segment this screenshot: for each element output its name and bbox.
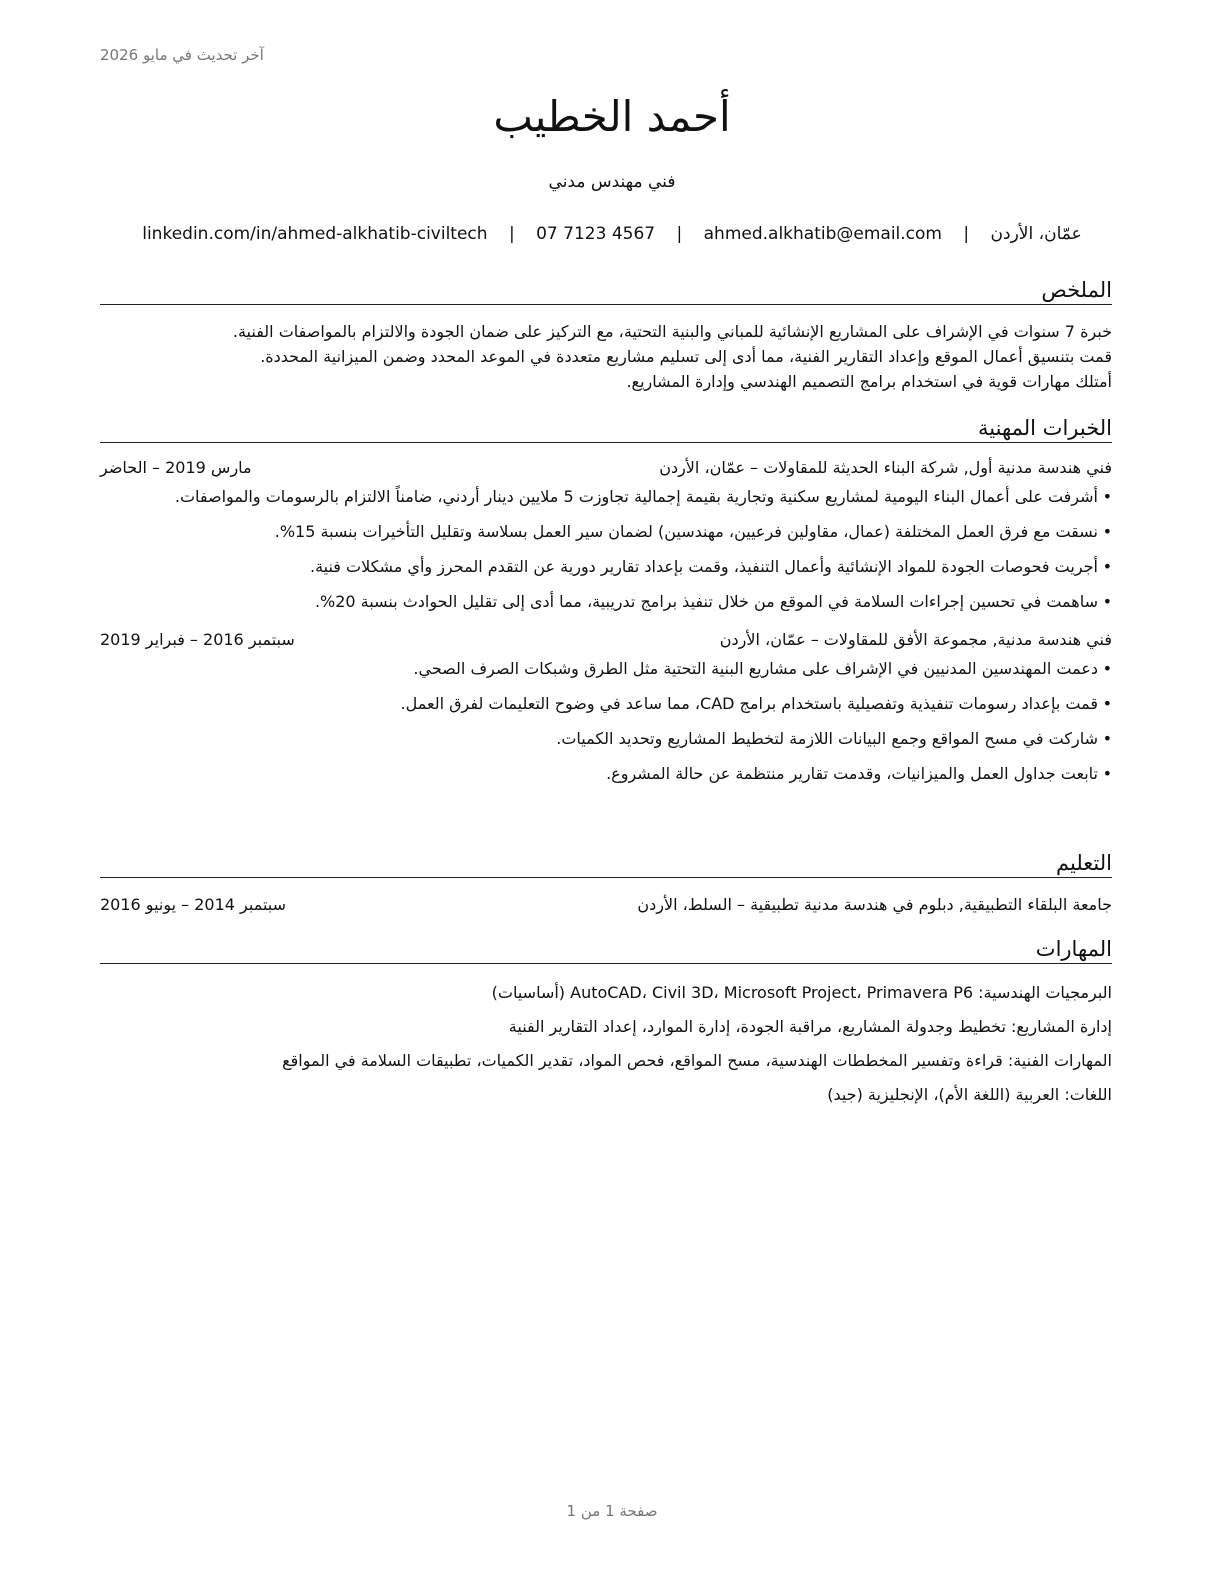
last-updated: آخر تحديث في مايو 2026	[100, 46, 264, 64]
education-entry	[100, 894, 1112, 916]
experience-section	[100, 416, 1112, 797]
bullet-item: • نسقت مع فرق العمل المختلفة (عمال، مقاولين فرعيين، مهندسين) لضمان سير العمل بسلاسة وتقليل التأخيرات بنسبة 15%.	[100, 520, 1112, 543]
summary-line: أمتلك مهارات قوية في استخدام برامج التصميم الهندسي وإدارة المشاريع.	[626, 372, 1112, 391]
job-header	[100, 457, 1112, 479]
contact-separator: |	[508, 224, 515, 244]
job-title: فني مهندس مدني	[548, 172, 676, 192]
contact-separator: |	[676, 224, 683, 244]
section-heading-skills: المهارات	[100, 937, 1112, 964]
bullet-item: • ساهمت في تحسين إجراءات السلامة في الموقع من خلال تنفيذ برامج تدريبية، مما أدى إلى تقليل الحوادث بنسبة 20%.	[100, 590, 1112, 613]
skills-list	[100, 982, 1112, 1106]
education-title: جامعة البلقاء التطبيقية, دبلوم في هندسة مدنية تطبيقية – السلط، الأردن	[637, 895, 1112, 914]
job-entry	[100, 457, 1112, 613]
skill-line: المهارات الفنية: قراءة وتفسير المخططات الهندسية، مسح المواقع، فحص المواد، تقدير الكميات، تطبيقات السلامة في المواقع	[282, 1051, 1112, 1070]
bullet-item: • تابعت جداول العمل والميزانيات، وقدمت تقارير منتظمة عن حالة المشروع.	[100, 762, 1112, 785]
job-entry	[100, 629, 1112, 785]
job-title-company: فني هندسة مدنية, مجموعة الأفق للمقاولات – عمّان، الأردن	[719, 630, 1112, 649]
section-heading-experience: الخبرات المهنية	[100, 416, 1112, 443]
page-number: صفحة 1 من 1	[566, 1502, 658, 1520]
person-name: أحمد الخطيب	[493, 92, 731, 141]
skill-line: البرمجيات الهندسية: AutoCAD، Civil 3D، Microsoft Project، Primavera P6 (أساسيات)	[491, 983, 1112, 1002]
section-heading-education: التعليم	[100, 851, 1112, 878]
summary-section	[100, 278, 1112, 394]
job-bullets	[100, 485, 1112, 613]
summary-text	[100, 319, 1112, 394]
contact-phone: 07 7123 4567	[536, 224, 656, 244]
education-dates: سبتمبر 2014 – يونيو 2016	[100, 895, 287, 914]
summary-line: خبرة 7 سنوات في الإشراف على المشاريع الإنشائية للمباني والبنية التحتية، مع التركيز على ضمان الجودة والالتزام بالمواصفات الفنية.	[232, 322, 1112, 341]
bullet-item: • دعمت المهندسين المدنيين في الإشراف على مشاريع البنية التحتية مثل الطرق وشبكات الصرف الصحي.	[100, 657, 1112, 680]
job-bullets	[100, 657, 1112, 785]
contact-email[interactable]: ahmed.alkhatib@email.com	[703, 224, 942, 244]
skill-line: اللغات: العربية (اللغة الأم)، الإنجليزية (جيد)	[827, 1085, 1112, 1104]
job-dates: سبتمبر 2016 – فبراير 2019	[100, 630, 295, 649]
section-heading-summary: الملخص	[100, 278, 1112, 305]
summary-line: قمت بتنسيق أعمال الموقع وإعداد التقارير الفنية، مما أدى إلى تسليم مشاريع متعددة في الموعد المحدد وضمن الميزانية المحددة.	[260, 347, 1112, 366]
contact-location: عمّان، الأردن	[990, 224, 1082, 244]
job-dates: مارس 2019 – الحاضر	[100, 458, 252, 477]
contact-line	[0, 224, 1224, 244]
bullet-item: • أشرفت على أعمال البناء اليومية لمشاريع سكنية وتجارية بقيمة إجمالية تجاوزت 5 ملايين دينار أردني، ضامناً الالتزام بالرسومات والمواصفات.	[100, 485, 1112, 508]
job-header	[100, 629, 1112, 651]
bullet-item: • أجريت فحوصات الجودة للمواد الإنشائية وأعمال التنفيذ، وقمت بإعداد تقارير دورية عن التقدم المحرز وأي مشكلات فنية.	[100, 555, 1112, 578]
bullet-item: • شاركت في مسح المواقع وجمع البيانات اللازمة لتخطيط المشاريع وتحديد الكميات.	[100, 727, 1112, 750]
skill-line: إدارة المشاريع: تخطيط وجدولة المشاريع، مراقبة الجودة، إدارة الموارد، إعداد التقارير الفنية	[508, 1017, 1112, 1036]
skills-section	[100, 937, 1112, 1118]
education-section	[100, 851, 1112, 916]
bullet-item: • قمت بإعداد رسومات تنفيذية وتفصيلية باستخدام برامج CAD، مما ساعد في وضوح التعليمات لفرق العمل.	[100, 692, 1112, 715]
contact-separator: |	[963, 224, 970, 244]
contact-linkedin[interactable]: linkedin.com/in/ahmed-alkhatib-civiltech	[142, 224, 488, 244]
job-title-company: فني هندسة مدنية أول, شركة البناء الحديثة للمقاولات – عمّان، الأردن	[659, 458, 1112, 477]
